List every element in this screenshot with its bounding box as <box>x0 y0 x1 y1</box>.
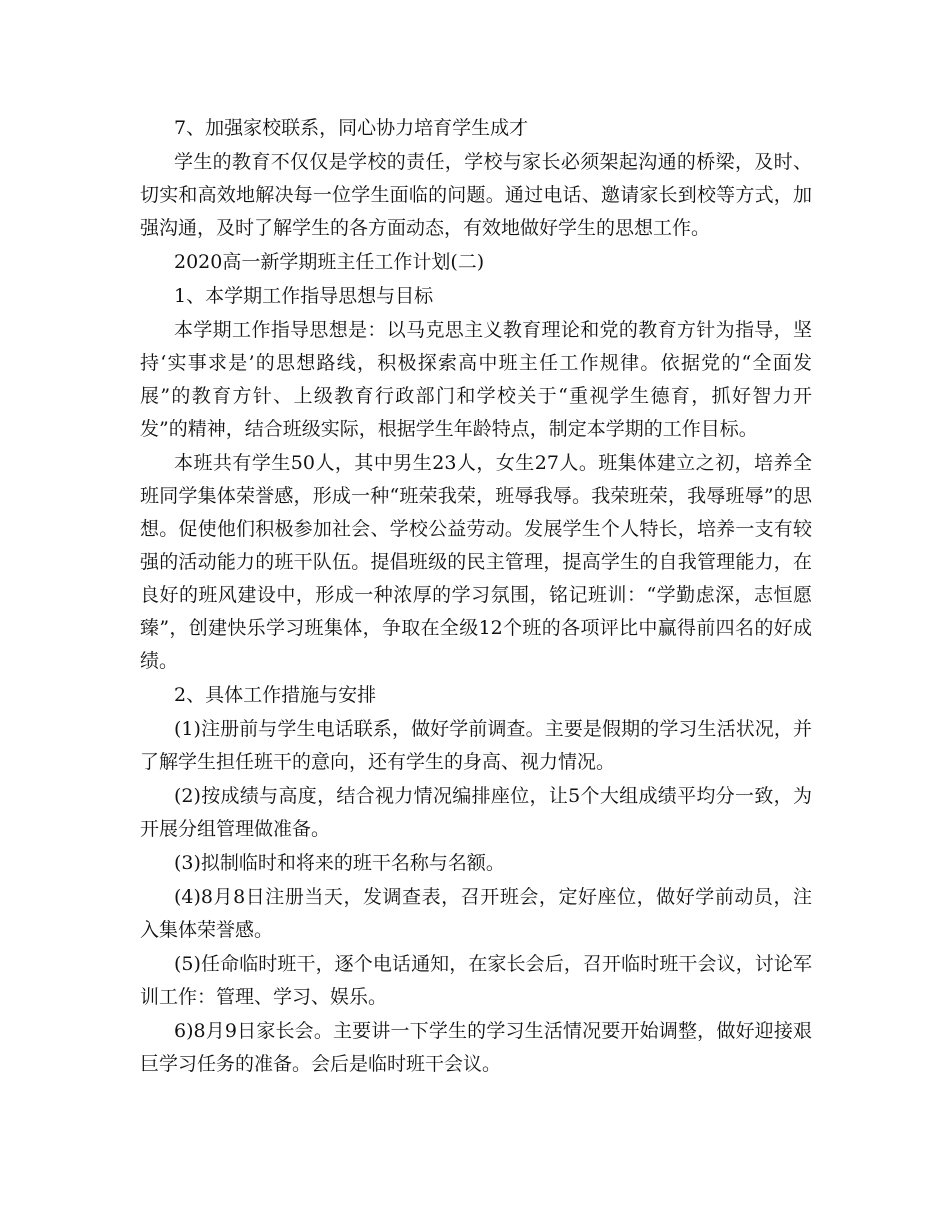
paragraph-guiding-ideology: 本学期工作指导思想是：以马克思主义教育理论和党的教育方针为指导，坚持‘实事求是’的思想路线，积极探索高中班主任工作规律。依据党的“全面发展”的教育方针、上级教育行政部门和学校关于“重视学生德育，抓好智力开发”的精神，结合班级实际，根据学生年龄特点，制定本学期的工作目标。 <box>140 319 812 440</box>
list-item-6: 6)8月9日家长会。主要讲一下学生的学习生活情况要开始调整，做好迎接艰巨学习任务的准备。会后是临时班干会议。 <box>140 1020 812 1075</box>
plan-title: 2020高一新学期班主任工作计划(二) <box>174 251 485 273</box>
section-heading-7: 7、加强家校联系，同心协力培育学生成才 <box>174 117 529 139</box>
list-item-3: (3)拟制临时和将来的班干名称与名额。 <box>174 852 505 874</box>
document-page <box>140 112 812 1081</box>
paragraph-home-school-contact: 学生的教育不仅仅是学校的责任，学校与家长必须架起沟通的桥梁，及时、切实和高效地解决每一位学生面临的问题。通过电话、邀请家长到校等方式，加强沟通，及时了解学生的各方面动态，有效地做好学生的思想工作。 <box>140 151 812 239</box>
section-heading-1: 1、本学期工作指导思想与目标 <box>174 285 434 307</box>
list-item-1: (1)注册前与学生电话联系，做好学前调查。主要是假期的学习生活状况，并了解学生担任班干的意向，还有学生的身高、视力情况。 <box>140 718 812 773</box>
section-heading-2: 2、具体工作措施与安排 <box>174 684 377 706</box>
list-item-4: (4)8月8日注册当天，发调查表，召开班会，定好座位，做好学前动员，注入集体荣誉感。 <box>140 886 812 941</box>
paragraph-class-overview: 本班共有学生50人，其中男生23人，女生27人。班集体建立之初，培养全班同学集体荣誉感，形成一种“班荣我荣，班辱我辱。我荣班荣，我辱班辱”的思想。促使他们积极参加社会、学校公益劳动。发展学生个人特长，培养一支有较强的活动能力的班干队伍。提倡班级的民主管理，提高学生的自我管理能力，在良好的班风建设中，形成一种浓厚的学习氛围，铭记班训：“学勤虑深，志恒愿臻”，创建快乐学习班集体，争取在全级12个班的各项评比中赢得前四名的好成绩。 <box>140 452 812 672</box>
list-item-5: (5)任命临时班干，逐个电话通知，在家长会后，召开临时班干会议，讨论军训工作：管理、学习、娱乐。 <box>140 953 812 1008</box>
list-item-2: (2)按成绩与高度，结合视力情况编排座位，让5个大组成绩平均分一致，为开展分组管理做准备。 <box>140 785 812 840</box>
